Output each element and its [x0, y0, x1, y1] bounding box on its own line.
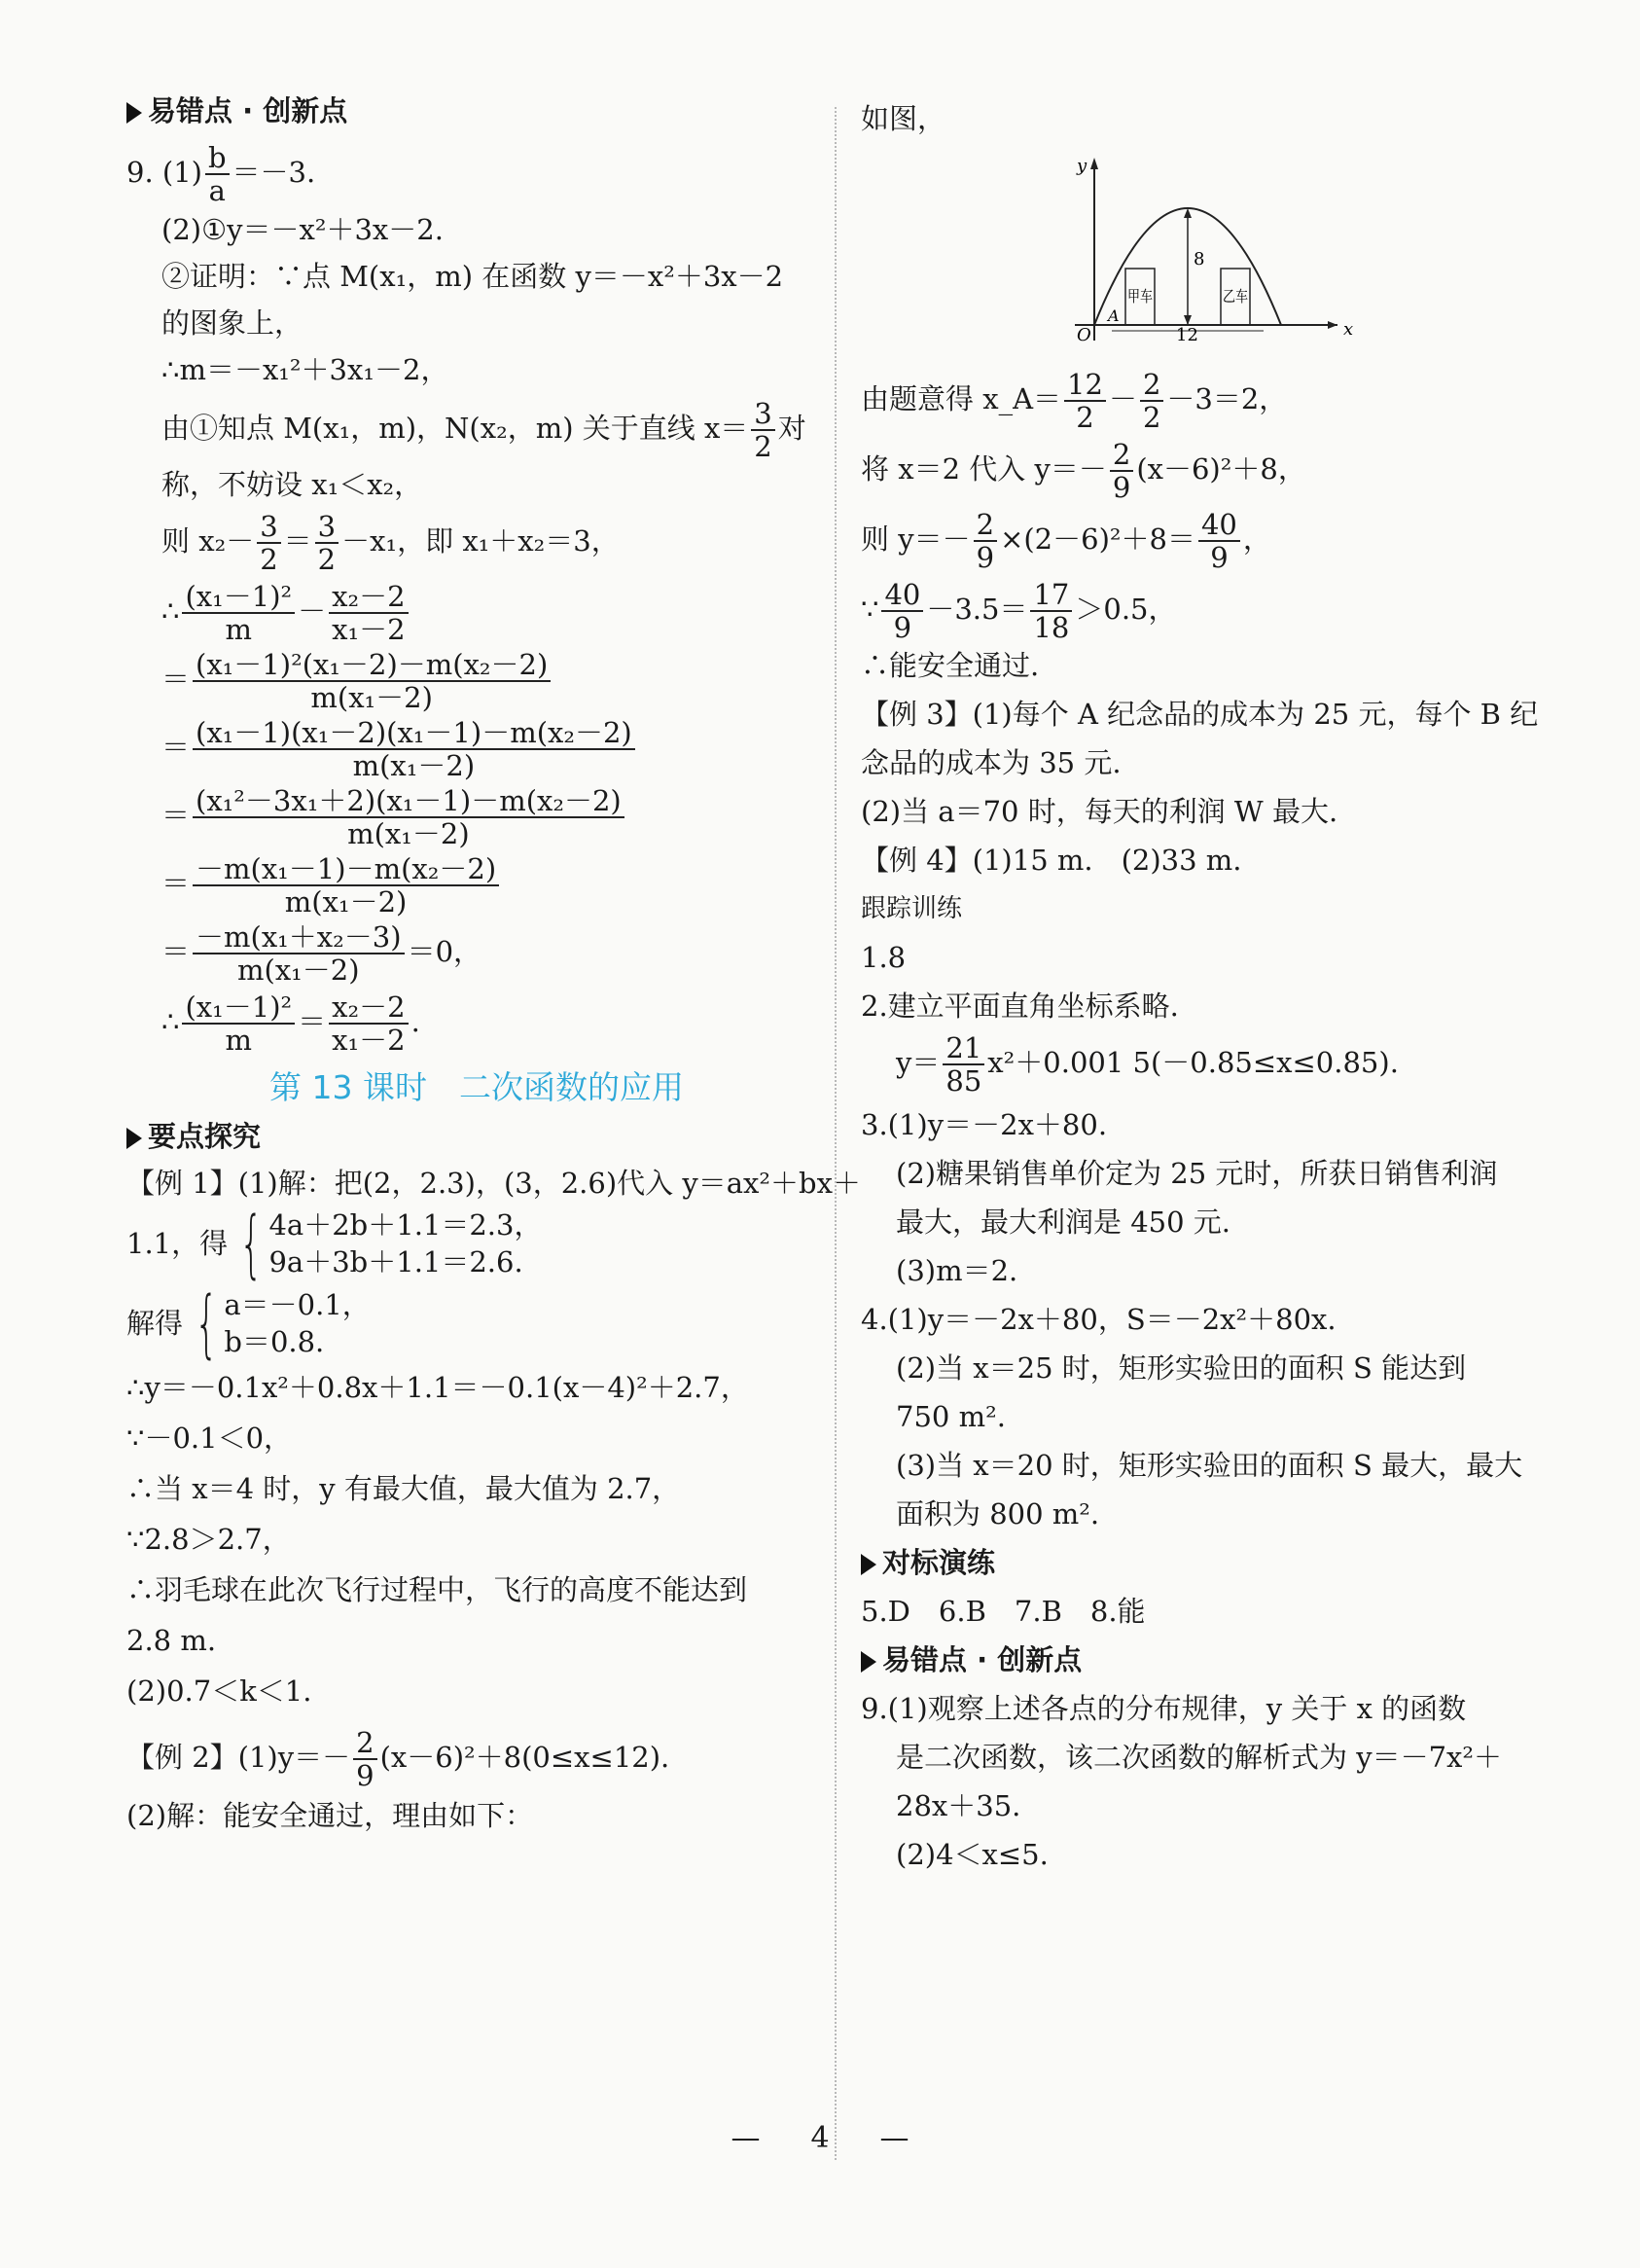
- example-1-line: ∵－0.1＜0，: [126, 1422, 293, 1455]
- proof-line: ∴m＝－x₁²＋3x₁－2，: [161, 353, 449, 386]
- proof-line: 由①知点 M(x₁，m)，N(x₂，m) 关于直线 x＝ $\frac{3}{2}$ 对: [161, 397, 806, 463]
- equation-system: { a＝－0.1， b＝0.8.: [195, 1279, 371, 1366]
- proof-line: ②证明：∵点 M(x₁，m) 在函数 y＝－x²＋3x－2: [161, 260, 784, 293]
- fraction: $\frac{\text{(x₁－1)²}}{m}$: [182, 581, 295, 645]
- fraction: $\frac{\text{(x₁²－3x₁＋2)(x₁－1)－m(x₂－2)}}{\text{m(x₁－2)}}$: [193, 785, 624, 849]
- fraction: $\frac{2}{9}$: [1110, 439, 1133, 503]
- right-line: ∴能安全通过.: [861, 649, 1040, 682]
- tracking-heading: 跟踪训练: [861, 894, 963, 923]
- arrow-down-icon: [1184, 315, 1192, 325]
- origin-label: O: [1077, 325, 1091, 344]
- example-1-line: ∵2.8＞2.7，: [126, 1523, 291, 1556]
- parabola-graph: [1065, 150, 1357, 344]
- right-line: 则 y＝－ $\frac{2}{9}$ ×(2－6)²＋8＝ $\frac{40}{9}$ ，: [861, 508, 1271, 574]
- q9-part1: 9. (1) $\frac{b}{a}$ ＝－3.: [126, 141, 316, 207]
- height-label: 8: [1194, 249, 1205, 270]
- fraction: $\frac{\text{－m(x₁＋x₂－3)}}{\text{m(x₁－2)}}$: [193, 921, 405, 986]
- tracking-line: (2)糖果销售单价定为 25 元时，所获日销售利润: [896, 1157, 1498, 1190]
- equation-system: { 4a＋2b＋1.1＝2.3， 9a＋3b＋1.1＝2.6.: [239, 1200, 543, 1286]
- right-line: ∵ $\frac{40}{9}$ －3.5＝ $\frac{17}{18}$ ＞0.5，: [861, 578, 1177, 644]
- column-divider: [835, 107, 837, 2160]
- right-line: 如图，: [861, 102, 946, 135]
- proof-line: 称，不妨设 x₁＜x₂，: [161, 468, 423, 501]
- triangle-icon: [126, 1128, 142, 1149]
- fraction: $\frac{\text{x₂－2}}{\text{x₁－2}}$: [329, 991, 408, 1056]
- example-1-line: ∴当 x＝4 时，y 有最大值，最大值为 2.7，: [126, 1472, 681, 1505]
- fraction: $\frac{3}{2}$: [315, 511, 339, 575]
- tracking-line: 4.(1)y＝－2x＋80，S＝－2x²＋80x.: [861, 1303, 1337, 1336]
- answers-line: 5.D 6.B 7.B 8.能: [861, 1595, 1146, 1628]
- fraction: $\frac{\text{(x₁－1)(x₁－2)(x₁－1)－m(x₂－2)}}{\text{m(x₁－2)}}$: [193, 717, 635, 781]
- tracking-line: 3.(1)y＝－2x＋80.: [861, 1108, 1108, 1141]
- fraction: $\frac{2}{9}$: [353, 1727, 376, 1791]
- right-column: [861, 93, 1561, 1872]
- example-3-line: (2)当 a＝70 时，每天的利润 W 最大.: [861, 795, 1338, 828]
- y-arrow-icon: [1090, 158, 1098, 169]
- example-1-line: ∴y＝－0.1x²＋0.8x＋1.1＝－0.1(x－4)²＋2.7，: [126, 1371, 749, 1404]
- fraction: $\frac{2}{2}$: [1140, 369, 1163, 433]
- fraction: $\frac{17}{18}$: [1030, 579, 1072, 643]
- fraction: $\frac{21}{85}$: [943, 1032, 984, 1097]
- fraction: $\frac{40}{9}$: [1198, 509, 1240, 573]
- fraction: $\frac{3}{2}$: [257, 511, 280, 575]
- lesson-title: 第 13 课时 二次函数的应用: [269, 1068, 684, 1106]
- example-1-solution: 解得 { a＝－0.1， b＝0.8.: [126, 1279, 371, 1366]
- fraction: $\frac{b}{a}$: [205, 142, 230, 206]
- fraction-line: ∴ $\frac{\text{(x₁－1)²}}{m}$ － $\frac{\text{x₂－2}}{\text{x₁－2}}$: [126, 578, 827, 644]
- fraction-line: ＝ $\frac{\text{(x₁－1)²(x₁－2)－m(x₂－2)}}{\text{m(x₁－2)}}$: [126, 646, 827, 712]
- fraction-line: ＝ $\frac{\text{(x₁－1)(x₁－2)(x₁－1)－m(x₂－2)}}{\text{m(x₁－2)}}$: [126, 714, 827, 780]
- fraction: $\frac{\text{(x₁－1)²(x₁－2)－m(x₂－2)}}{\text{m(x₁－2)}}$: [193, 649, 551, 713]
- tracking-line: (3)当 x＝20 时，矩形实验田的面积 S 最大，最大: [896, 1449, 1523, 1482]
- fraction: $\frac{\text{－m(x₁－1)－m(x₂－2)}}{\text{m(x₁－2)}}$: [193, 853, 499, 918]
- fraction-line: ∴ $\frac{\text{(x₁－1)²}}{m}$ ＝ $\frac{\text{x₂－2}}{\text{x₁－2}}$ .: [161, 990, 420, 1057]
- example-1-system: 1.1，得 { 4a＋2b＋1.1＝2.3， 9a＋3b＋1.1＝2.6.: [126, 1200, 543, 1286]
- tracking-line: 面积为 800 m².: [896, 1497, 1100, 1530]
- fraction: $\frac{12}{2}$: [1064, 369, 1106, 433]
- triangle-icon: [861, 1651, 876, 1673]
- tracking-line: (2)当 x＝25 时，矩形实验田的面积 S 能达到: [896, 1351, 1467, 1385]
- fraction-line: ＝ $\frac{\text{－m(x₁＋x₂－3)}}{\text{m(x₁－2)}}$ ＝0，: [161, 920, 482, 987]
- tracking-line: (3)m＝2.: [896, 1254, 1018, 1287]
- example-2-line: (2)解：能安全通过，理由如下：: [126, 1799, 534, 1832]
- width-label: 12: [1176, 325, 1198, 344]
- section-heading-practice: 对标演练: [861, 1545, 1561, 1580]
- fraction: $\frac{\text{x₂－2}}{\text{x₁－2}}$: [329, 581, 408, 645]
- right-line: 由题意得 x_A＝ $\frac{12}{2}$ － $\frac{2}{2}$ －3＝2，: [861, 368, 1288, 434]
- tracking-line: 1.8: [861, 941, 907, 974]
- tracking-line: 2.建立平面直角坐标系略.: [861, 990, 1179, 1023]
- fraction-line: ＝ $\frac{\text{(x₁²－3x₁＋2)(x₁－1)－m(x₂－2)}}{\text{m(x₁－2)}}$: [126, 782, 827, 848]
- proof-line: 则 x₂－ $\frac{3}{2}$ ＝ $\frac{3}{2}$ －x₁，即 x₁＋x₂＝3，: [161, 510, 620, 576]
- tracking-line: 750 m².: [896, 1400, 1006, 1433]
- tracking-line: y＝ $\frac{21}{85}$ x²＋0.001 5(－0.85≤x≤0.85).: [896, 1031, 1399, 1098]
- example-1-line: ∴羽毛球在此次飞行过程中，飞行的高度不能达到: [126, 1573, 748, 1606]
- example-3-line: 念品的成本为 35 元.: [861, 746, 1122, 779]
- fraction: $\frac{3}{2}$: [751, 398, 774, 462]
- fraction: $\frac{2}{9}$: [974, 509, 997, 573]
- example-1-line: 【例 1】(1)解：把(2，2.3)，(3，2.6)代入 y＝ax²＋bx＋: [126, 1167, 861, 1200]
- q9-line: 9.(1)观察上述各点的分布规律，y 关于 x 的函数: [861, 1692, 1467, 1725]
- q9-line: 28x＋35.: [896, 1789, 1021, 1822]
- left-column: [126, 93, 861, 1833]
- section-heading-errors: 易错点 · 创新点: [861, 1642, 1561, 1677]
- x-label: x: [1343, 319, 1354, 340]
- tracking-line: 最大，最大利润是 450 元.: [896, 1206, 1231, 1239]
- arrow-up-icon: [1184, 208, 1192, 218]
- proof-line: 的图象上，: [161, 306, 303, 340]
- section-heading-errors: 易错点 · 创新点: [126, 93, 827, 128]
- section-heading-key-points: 要点探究: [126, 1119, 827, 1154]
- y-label: y: [1077, 156, 1087, 176]
- right-line: 将 x＝2 代入 y＝－ $\frac{2}{9}$ (x－6)²＋8，: [861, 438, 1306, 504]
- q9-line: (2)4＜x≤5.: [896, 1838, 1049, 1871]
- example-3-line: 【例 3】(1)每个 A 纪念品的成本为 25 元，每个 B 纪: [861, 698, 1539, 731]
- car-a-label: 甲车: [1127, 287, 1153, 306]
- example-2-line: 【例 2】(1)y＝－ $\frac{2}{9}$ (x－6)²＋8(0≤x≤12).: [126, 1726, 670, 1792]
- brace-icon: {: [195, 1279, 219, 1366]
- triangle-icon: [861, 1554, 876, 1575]
- fraction: $\frac{40}{9}$: [881, 579, 923, 643]
- q9-part2: (2)①y＝－x²＋3x－2.: [161, 213, 444, 246]
- example-1-line: (2)0.7＜k＜1.: [126, 1674, 312, 1708]
- triangle-icon: [126, 102, 142, 124]
- page-number: — 4 —: [731, 2121, 909, 2155]
- q9-line: 是二次函数，该二次函数的解析式为 y＝－7x²＋: [896, 1741, 1503, 1774]
- brace-icon: {: [239, 1200, 264, 1286]
- x-arrow-icon: [1328, 321, 1337, 329]
- point-a-label: A: [1108, 306, 1120, 325]
- car-b-label: 乙车: [1223, 287, 1248, 306]
- fraction-line: ＝ $\frac{\text{－m(x₁－1)－m(x₂－2)}}{\text{m(x₁－2)}}$: [126, 850, 827, 917]
- example-4-line: 【例 4】(1)15 m. (2)33 m.: [861, 844, 1242, 877]
- example-1-line: 2.8 m.: [126, 1624, 217, 1657]
- fraction: $\frac{\text{(x₁－1)²}}{m}$: [182, 991, 295, 1056]
